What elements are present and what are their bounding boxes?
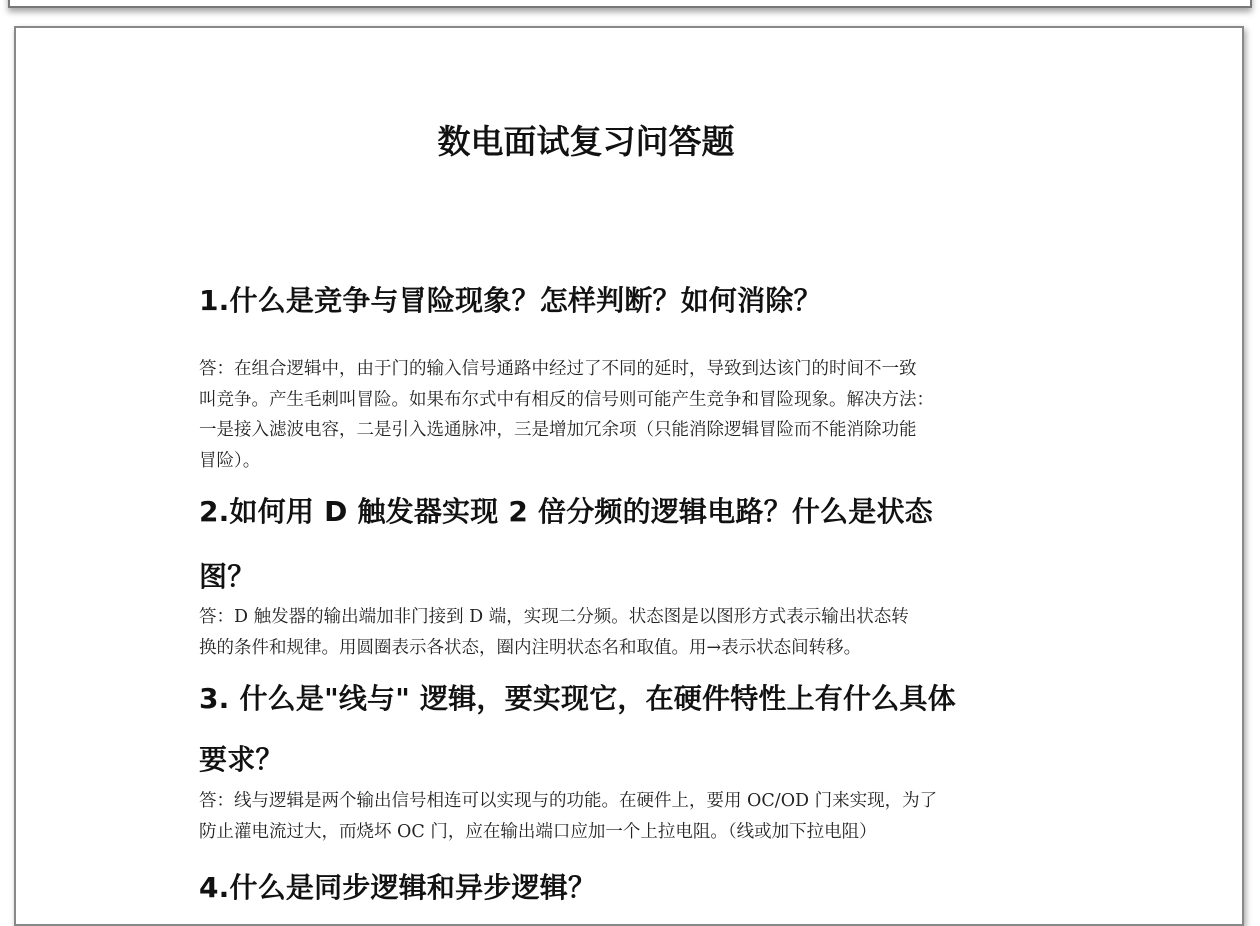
answer-line: 答：线与逻辑是两个输出信号相连可以实现与的功能。在硬件上，要用 OC/OD 门来实现，为了 (199, 791, 938, 811)
answer-2 (199, 602, 1079, 663)
question-3-heading-cont: 要求？ (199, 743, 284, 776)
answer-line: 答：D 触发器的输出端加非门接到 D 端，实现二分频。状态图是以图形方式表示输出状态转 (199, 607, 909, 627)
question-4-heading: 4.什么是同步逻辑和异步逻辑？ (199, 871, 597, 904)
question-3-heading: 3. 什么是"线与" 逻辑，要实现它，在硬件特性上有什么具体 (199, 682, 956, 715)
answer-line: 答：在组合逻辑中，由于门的输入信号通路中经过了不同的延时，导致到达该门的时间不一致 (199, 359, 917, 379)
previous-page-edge (8, 0, 1252, 8)
answer-line: 一是接入滤波电容，二是引入选通脉冲，三是增加冗余项（只能消除逻辑冒险而不能消除功能 (199, 420, 917, 440)
question-2-heading: 2.如何用 D 触发器实现 2 倍分频的逻辑电路？什么是状态 (199, 495, 933, 528)
document-page[interactable] (14, 26, 1244, 926)
answer-1 (199, 354, 1079, 476)
answer-3 (199, 786, 1079, 847)
answer-line: 防止灌电流过大，而烧坏 OC 门，应在输出端口应加一个上拉电阻。（线或加下拉电阻） (199, 821, 877, 842)
answer-line: 换的条件和规律。用圆圈表示各状态，圈内注明状态名和取值。用→表示状态间转移。 (199, 637, 862, 658)
answer-line: 叫竞争。产生毛刺叫冒险。如果布尔式中有相反的信号则可能产生竞争和冒险现象。解决方法： (199, 389, 934, 410)
question-2-heading-cont: 图？ (199, 560, 256, 593)
question-1-heading: 1.什么是竞争与冒险现象？怎样判断？如何消除？ (199, 284, 822, 317)
document-title: 数电面试复习问答题 (437, 122, 735, 161)
answer-line: 冒险）。 (199, 450, 261, 471)
